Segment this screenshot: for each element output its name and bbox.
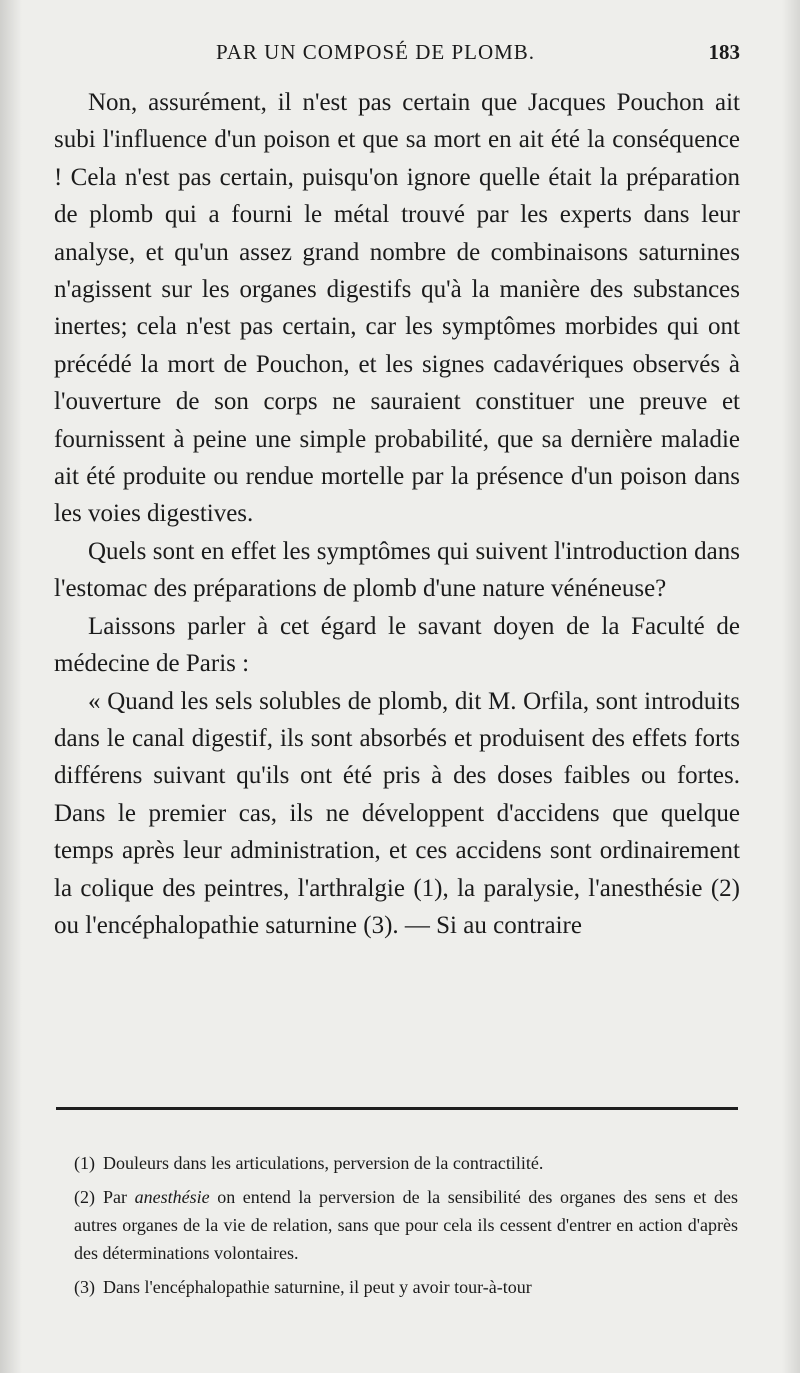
footnote-text: on entend la perversion de la sensibilité des organes des sens et des autres organes de la vie de relation, sans que pour cela ils cessent d'entrer en action d'après des déterminations volontaires. (74, 1187, 739, 1263)
footnote-lead: Par (103, 1187, 127, 1207)
running-header (56, 40, 740, 76)
footnote-separator (56, 1107, 738, 1110)
footnote-mark: (1) (74, 1153, 95, 1173)
footnote-1 (74, 1149, 738, 1177)
running-title: PAR UN COMPOSÉ DE PLOMB. (216, 40, 536, 64)
footnote-text: Douleurs dans les articulations, perversion de la contractilité. (103, 1153, 544, 1173)
page-edge-right (782, 0, 800, 1373)
footnotes (74, 1149, 738, 1307)
footnote-2 (74, 1183, 738, 1267)
footnote-mark: (2) (74, 1187, 95, 1207)
paragraph: Non, assurément, il n'est pas certain que Jacques Pouchon ait subi l'influence d'un poison et que sa mort en ait été la conséquence ! Cela n'est pas certain, puisqu'on ignore quelle était la préparation de plomb qui a fourni le métal trouvé par les experts dans leur analyse, et qu'un assez grand nombre de combinaisons saturnines n'agissent sur les organes digestifs qu'à la manière des substances inertes; cela n'est pas certain, car les symptômes morbides qui ont précédé la mort de Pouchon, et les signes cadavériques observés à l'ouverture de son corps ne sauraient constituer une preuve et fournissent à peine une simple probabilité, que sa dernière maladie ait été produite ou rendue mortelle par la présence d'un poison dans les voies digestives. (54, 89, 740, 528)
footnote-term: anesthésie (134, 1187, 210, 1207)
footnote-3 (74, 1273, 738, 1301)
footnote-text: Dans l'encéphalopathie saturnine, il peut y avoir tour-à-tour (103, 1277, 532, 1297)
paragraph-quote: « Quand les sels solubles de plomb, dit M. Orfila, sont introduits dans le canal digestif, ils sont absorbés et produisent des effets forts différens suivant qu'ils ont été pris à des doses faibles ou fortes. Dans le premier cas, ils ne développent d'accidens que quelque temps après leur administration, et ces accidens sont ordinairement la colique des peintres, l'arthralgie (1), la paralysie, l'anesthésie (2) ou l'encéphalopathie saturnine (3). — Si au contraire (54, 687, 740, 939)
page-number: 183 (708, 40, 740, 64)
body-text (54, 84, 740, 944)
paragraph: Quels sont en effet les symptômes qui suivent l'introduction dans l'estomac des préparations de plomb d'une nature vénéneuse? (54, 537, 740, 603)
paragraph: Laissons parler à cet égard le savant doyen de la Faculté de médecine de Paris : (54, 612, 740, 678)
footnote-mark: (3) (74, 1277, 95, 1297)
page-edge-left (0, 0, 22, 1373)
